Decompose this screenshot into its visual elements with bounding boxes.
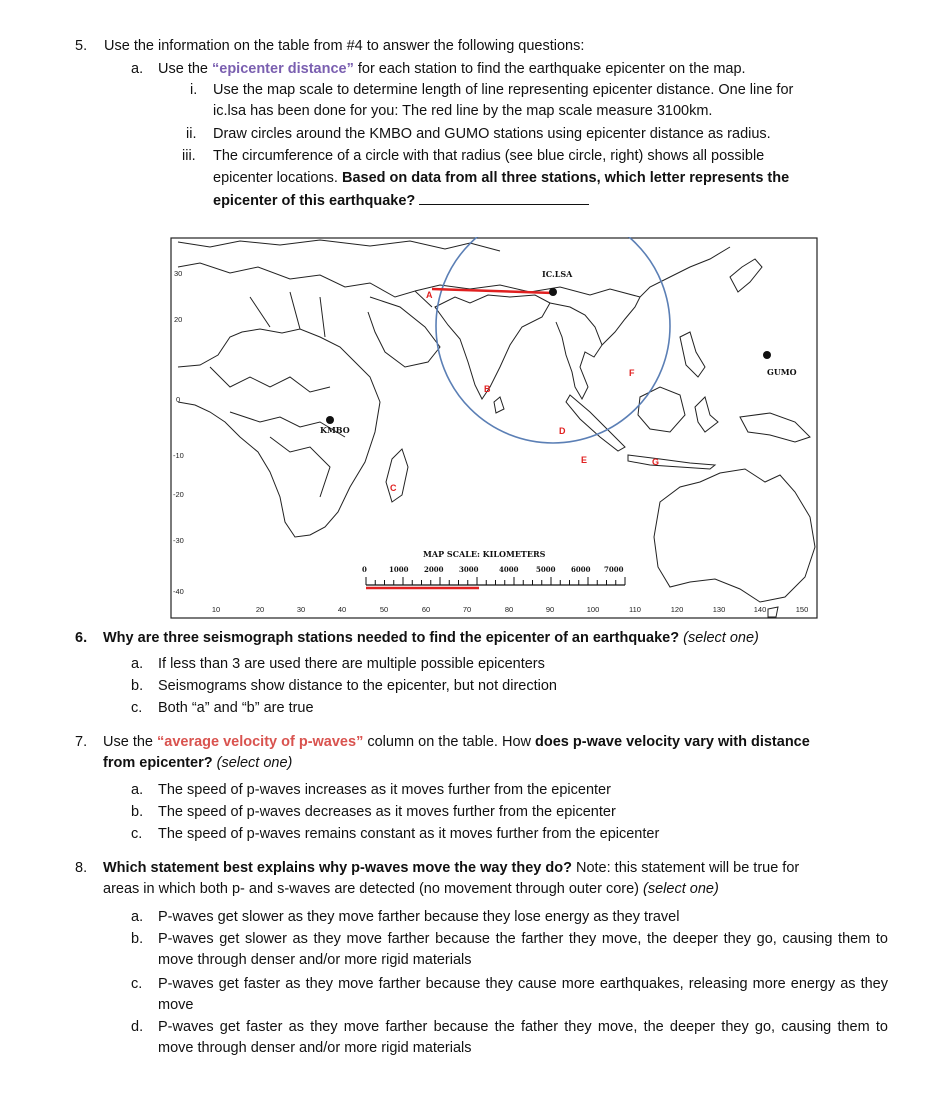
q8-line1 bbox=[103, 858, 799, 878]
scale-6000: 6000 bbox=[571, 565, 591, 574]
lon-60: 60 bbox=[421, 605, 431, 614]
station-gumo-label: GUMO bbox=[767, 367, 797, 377]
q5a-post: for each station to find the earthquake epicenter on the map. bbox=[353, 61, 746, 77]
epicenter-map bbox=[170, 237, 818, 619]
q7-b-text[interactable]: The speed of p-waves decreases as it moves further from the epicenter bbox=[158, 804, 616, 820]
scale-3000: 3000 bbox=[459, 565, 479, 574]
lat-20: 20 bbox=[174, 315, 183, 324]
map-frame bbox=[171, 238, 817, 618]
q8-mid: Note: this statement will be true for bbox=[571, 860, 800, 876]
lon-120: 120 bbox=[670, 605, 684, 614]
lat-minus20: -20 bbox=[173, 490, 184, 499]
q5a-iii-line1: The circumference of a circle with that radius (see blue circle, right) shows all possible bbox=[213, 148, 765, 164]
lat-minus10: -10 bbox=[173, 451, 184, 460]
q6-number: 6. bbox=[75, 630, 88, 646]
scale-1000: 1000 bbox=[389, 565, 409, 574]
q7-mid: column on the table. How bbox=[363, 734, 536, 750]
q7-bold: does p-wave velocity vary with distance bbox=[535, 734, 810, 750]
q8-b-label: b. bbox=[131, 931, 144, 947]
q5a-label: a. bbox=[131, 61, 144, 77]
station-ic-lsa-label: IC.LSA bbox=[542, 269, 573, 279]
q5a-iii-line2-bold: Based on data from all three stations, which letter represents the bbox=[341, 170, 790, 186]
q6-question bbox=[103, 628, 759, 648]
lon-140: 140 bbox=[753, 605, 767, 614]
q5a-iii-label: iii. bbox=[182, 148, 196, 164]
q5a-highlight: “epicenter distance” bbox=[212, 61, 354, 77]
q5a-iii-line3 bbox=[213, 190, 589, 211]
letter-c: C bbox=[390, 483, 397, 493]
q6-c-label: c. bbox=[131, 700, 143, 716]
lat-minus30: -30 bbox=[173, 536, 184, 545]
q5a-pre: Use the bbox=[158, 61, 212, 77]
lon-80: 80 bbox=[504, 605, 514, 614]
letter-g: G bbox=[652, 457, 660, 467]
q6-question-text: Why are three seismograph stations needed to find the epicenter of an earthquake? bbox=[103, 630, 680, 646]
q7-note: (select one) bbox=[216, 755, 293, 771]
q7-a-label: a. bbox=[131, 782, 144, 798]
lat-minus40: -40 bbox=[173, 587, 184, 596]
q8-c-text[interactable]: P-waves get faster as they move farther because they cause more earthquakes, releasing more energy as they move bbox=[158, 976, 888, 1013]
lat-30: 30 bbox=[174, 269, 183, 278]
q8-d-text[interactable]: P-waves get faster as they move farther because the father they move, the deeper they go, causing them to move through denser and/or more rigid materials bbox=[158, 1019, 888, 1056]
scale-5000: 5000 bbox=[536, 565, 556, 574]
letter-d: D bbox=[559, 426, 566, 436]
station-gumo-dot bbox=[763, 351, 771, 359]
q7-c-text[interactable]: The speed of p-waves remains constant as it moves further from the epicenter bbox=[158, 826, 660, 842]
q8-bold: Which statement best explains why p-waves move the way they do? bbox=[103, 860, 572, 876]
letter-f: F bbox=[629, 368, 635, 378]
lon-110: 110 bbox=[629, 605, 641, 614]
scale-0: 0 bbox=[362, 565, 367, 574]
scale-7000: 7000 bbox=[604, 565, 624, 574]
lon-30: 30 bbox=[296, 605, 306, 614]
lon-10: 10 bbox=[211, 605, 221, 614]
scale-title: MAP SCALE: KILOMETERS bbox=[423, 549, 546, 559]
q5a-ii-line1: Draw circles around the KMBO and GUMO stations using epicenter distance as radius. bbox=[213, 126, 771, 142]
q6-a-text[interactable]: If less than 3 are used there are multiple possible epicenters bbox=[158, 656, 545, 672]
q8-number: 8. bbox=[75, 860, 88, 876]
lon-100: 100 bbox=[586, 605, 600, 614]
q7-line1 bbox=[103, 732, 810, 752]
letter-a: A bbox=[426, 290, 433, 300]
q5a-ii-label: ii. bbox=[186, 126, 197, 142]
q8-a-label: a. bbox=[131, 909, 144, 925]
q6-a-label: a. bbox=[131, 656, 144, 672]
answer-blank[interactable] bbox=[419, 190, 589, 205]
q5-number: 5. bbox=[75, 38, 88, 54]
q6-b-text[interactable]: Seismograms show distance to the epicenter, but not direction bbox=[158, 678, 557, 694]
station-ic-lsa-dot bbox=[549, 288, 557, 296]
q6-c-text[interactable]: Both “a” and “b” are true bbox=[158, 700, 314, 716]
q7-b-label: b. bbox=[131, 804, 144, 820]
lon-40: 40 bbox=[337, 605, 347, 614]
lon-150: 150 bbox=[795, 605, 809, 614]
q5a-i-label: i. bbox=[190, 82, 198, 98]
station-kmbo-label: KMBO bbox=[320, 425, 350, 435]
lon-50: 50 bbox=[379, 605, 389, 614]
q7-number: 7. bbox=[75, 734, 88, 750]
lon-130: 130 bbox=[712, 605, 726, 614]
q5a-i-line1: Use the map scale to determine length of line representing epicenter distance. One line for bbox=[213, 82, 794, 98]
station-kmbo-dot bbox=[326, 416, 334, 424]
scale-2000: 2000 bbox=[424, 565, 444, 574]
q8-line2 bbox=[103, 879, 719, 899]
q7-bold2: from epicenter? bbox=[103, 755, 213, 771]
letter-b: B bbox=[484, 384, 491, 394]
lat-0: 0 bbox=[176, 395, 181, 404]
q7-a-text[interactable]: The speed of p-waves increases as it moves further from the epicenter bbox=[158, 782, 611, 798]
q7-highlight: “average velocity of p-waves” bbox=[157, 734, 364, 750]
q6-b-label: b. bbox=[131, 678, 144, 694]
q5a-iii-line2-pre: epicenter locations. bbox=[213, 170, 342, 186]
lon-90: 90 bbox=[545, 605, 555, 614]
q7-line2 bbox=[103, 753, 292, 773]
q8-line2-text: areas in which both p- and s-waves are detected (no movement through outer core) bbox=[103, 881, 639, 897]
q5-text: Use the information on the table from #4 to answer the following questions: bbox=[104, 38, 585, 54]
q5a-iii-line2 bbox=[213, 168, 789, 188]
q8-note: (select one) bbox=[643, 881, 719, 897]
q8-c-label: c. bbox=[131, 976, 143, 992]
q7-c-label: c. bbox=[131, 826, 143, 842]
scale-4000: 4000 bbox=[499, 565, 519, 574]
q8-a-text[interactable]: P-waves get slower as they move farther because they lose energy as they travel bbox=[158, 909, 680, 925]
letter-e: E bbox=[581, 455, 588, 465]
q8-d-label: d. bbox=[131, 1019, 144, 1035]
lon-ticks bbox=[212, 605, 808, 614]
lon-70: 70 bbox=[462, 605, 472, 614]
q6-note: (select one) bbox=[683, 630, 759, 646]
q8-b-text[interactable]: P-waves get slower as they move farther because the farther they move, the deeper they go, causing them to move through denser and/or more rigid materials bbox=[158, 931, 888, 968]
q5a-text bbox=[158, 59, 746, 79]
q7-pre: Use the bbox=[103, 734, 157, 750]
q5a-iii-line3-text: epicenter of this earthquake? bbox=[213, 193, 416, 209]
q5a-i-line2: ic.lsa has been done for you: The red line by the map scale measure 3100km. bbox=[213, 103, 713, 119]
lon-20: 20 bbox=[255, 605, 265, 614]
